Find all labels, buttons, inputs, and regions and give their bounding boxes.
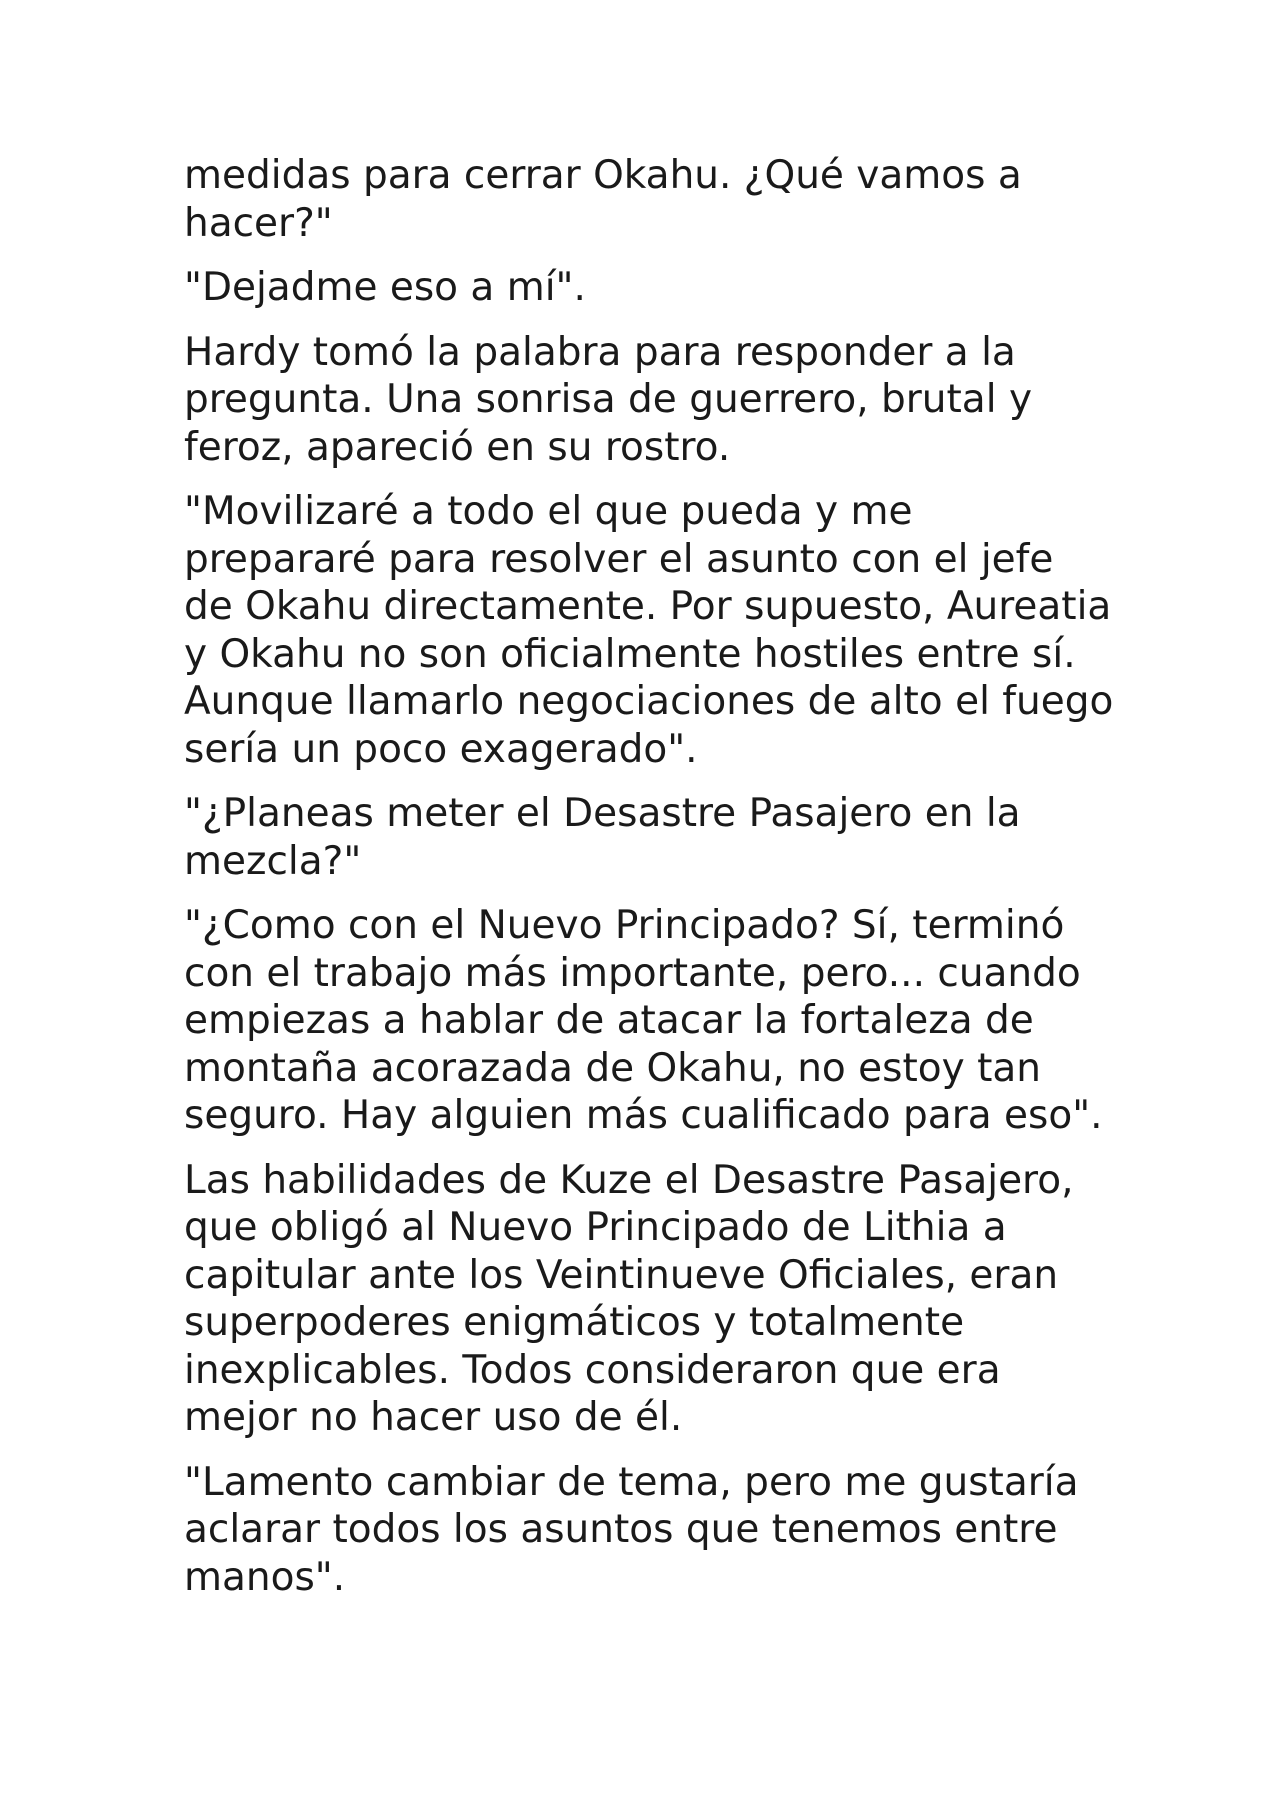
paragraph-8: "Lamento cambiar de tema, pero me gustaría aclarar todos los asuntos que tenemos entre manos".: [184, 1459, 1079, 1600]
paragraph-4: "Movilizaré a todo el que pueda y me prepararé para resolver el asunto con el jefe de Okahu directamente. Por supuesto, Aureatia y Okahu no son oficialmente hostiles entre sí. Aunque llamarlo negociaciones de alto el fuego sería un poco exagerado".: [184, 489, 1114, 772]
paragraph-6: "¿Como con el Nuevo Principado? Sí, terminó con el trabajo más importante, pero... cuando empiezas a hablar de atacar la fortaleza de montaña acorazada de Okahu, no estoy tan seguro. Hay alguien más cualificado para eso".: [184, 903, 1103, 1138]
paragraph-7: Las habilidades de Kuze el Desastre Pasajero, que obligó al Nuevo Principado de Lithia a capitular ante los Veintinueve Oficiales, eran superpoderes enigmáticos y totalmente inexplicables. Todos consideraron que era mejor no hacer uso de él.: [184, 1157, 1074, 1440]
body-text: [184, 152, 1114, 1618]
paragraph-2: "Dejadme eso a mí".: [184, 265, 586, 310]
paragraph-5: "¿Planeas meter el Desastre Pasajero en la mezcla?": [184, 791, 1021, 884]
paragraph-1: medidas para cerrar Okahu. ¿Qué vamos a hacer?": [184, 153, 1022, 246]
paragraph-3: Hardy tomó la palabra para responder a la pregunta. Una sonrisa de guerrero, brutal y feroz, apareció en su rostro.: [184, 329, 1033, 470]
